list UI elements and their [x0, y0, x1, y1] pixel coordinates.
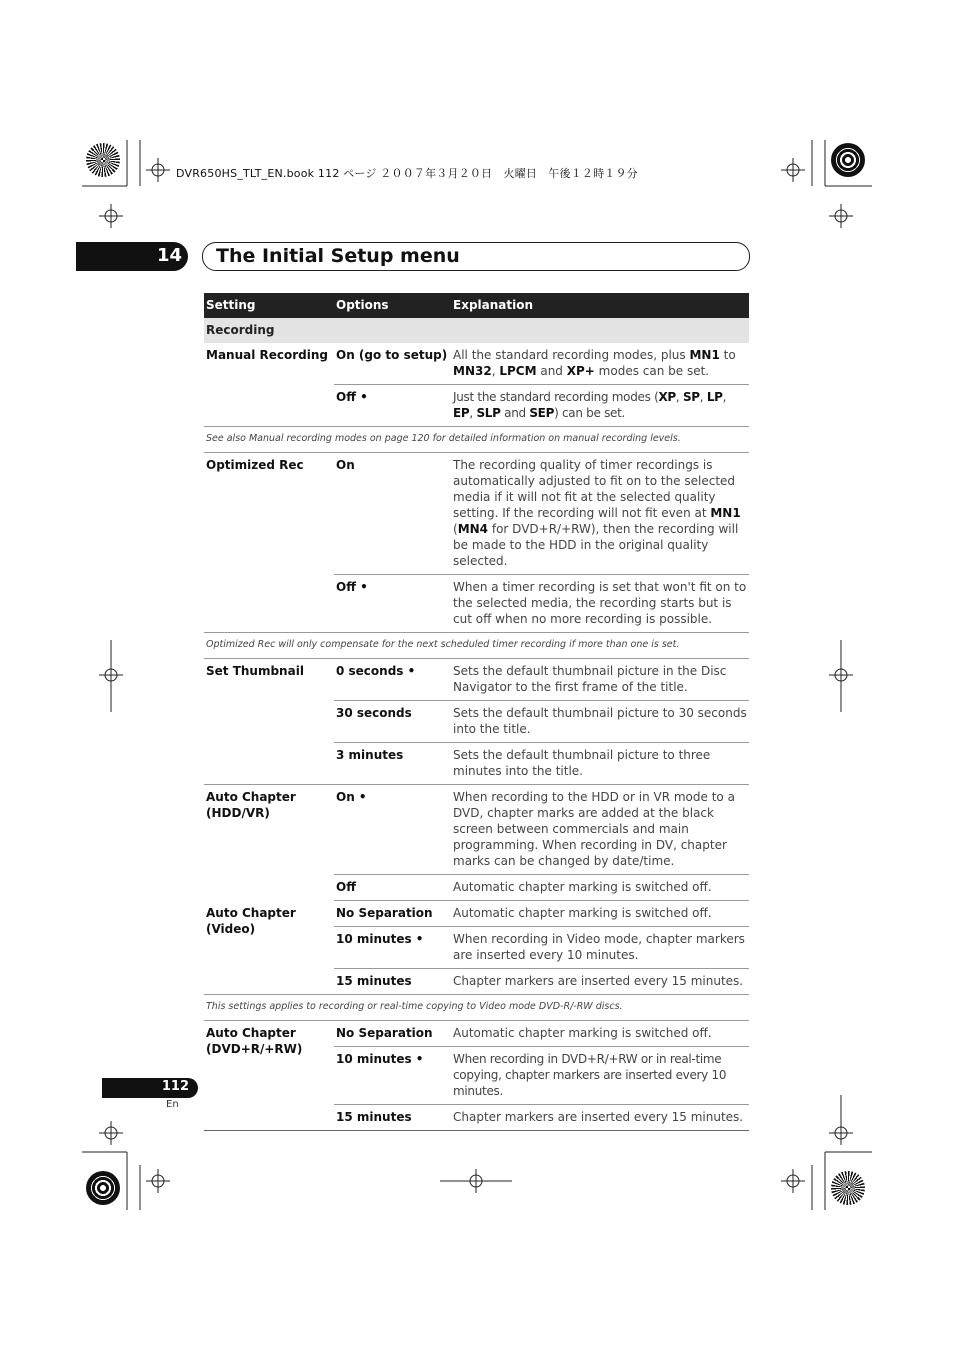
option-cell: 30 seconds	[334, 701, 451, 743]
header-setting: Setting	[204, 293, 334, 318]
note-text: See also Manual recording modes on page 120 for detailed information on manual recording levels.	[204, 427, 749, 453]
explanation-cell: Chapter markers are inserted every 15 minutes.	[451, 969, 749, 995]
explanation-cell: Just the standard recording modes (XP, SP, LP, EP, SLP and SEP) can be set.	[451, 385, 749, 427]
explanation-cell: Sets the default thumbnail picture to 30 seconds into the title.	[451, 701, 749, 743]
note-row	[204, 995, 749, 1021]
setting-auto-chapter-hdd: Auto Chapter (HDD/VR)	[204, 785, 334, 901]
explanation-cell: Automatic chapter marking is switched off.	[451, 901, 749, 927]
note-text: This settings applies to recording or real-time copying to Video mode DVD-R/-RW discs.	[204, 995, 749, 1021]
option-cell: On (go to setup)	[334, 343, 451, 385]
chapter-tab	[76, 242, 188, 271]
explanation-cell: When recording in DVD+R/+RW or in real-time copying, chapter markers are inserted every 10 minutes.	[451, 1047, 749, 1105]
explanation-cell: When recording in Video mode, chapter markers are inserted every 10 minutes.	[451, 927, 749, 969]
setting-auto-chapter-video: Auto Chapter (Video)	[204, 901, 334, 995]
option-cell: 10 minutes •	[334, 1047, 451, 1105]
table-row	[204, 901, 749, 927]
table-header-row	[204, 293, 749, 318]
option-cell: On	[334, 453, 451, 575]
option-cell: Off •	[334, 575, 451, 633]
table-row	[204, 785, 749, 875]
note-text: Optimized Rec will only compensate for the next scheduled timer recording if more than one is set.	[204, 633, 749, 659]
option-cell: No Separation	[334, 1021, 451, 1047]
explanation-cell: Sets the default thumbnail picture in the Disc Navigator to the first frame of the title.	[451, 659, 749, 701]
page-title: The Initial Setup menu	[216, 245, 460, 267]
page-number: 112	[161, 1079, 189, 1094]
header-explanation: Explanation	[451, 293, 749, 318]
table-row	[204, 1021, 749, 1047]
option-cell: 15 minutes	[334, 969, 451, 995]
chapter-number: 14	[156, 245, 182, 266]
option-cell: 15 minutes	[334, 1105, 451, 1131]
explanation-cell: The recording quality of timer recordings is automatically adjusted to fit on to the selected media if it will not fit at the selected quality setting. If the recording will not fit even at MN1 (MN4 for DVD+R/+RW), then the recording will be made to the HDD in the original quality selected.	[451, 453, 749, 575]
explanation-cell: Automatic chapter marking is switched off.	[451, 875, 749, 901]
option-cell: On •	[334, 785, 451, 875]
explanation-cell: All the standard recording modes, plus MN1 to MN32, LPCM and XP+ modes can be set.	[451, 343, 749, 385]
option-cell: 10 minutes •	[334, 927, 451, 969]
table-row	[204, 453, 749, 575]
page-number-tab	[102, 1078, 198, 1098]
section-row	[204, 318, 749, 343]
table-row	[204, 343, 749, 385]
book-header: DVR650HS_TLT_EN.book 112 ページ ２００７年３月２０日 火曜日 午後１２時１９分	[176, 167, 638, 180]
option-cell: Off •	[334, 385, 451, 427]
explanation-cell: Sets the default thumbnail picture to three minutes into the title.	[453, 748, 711, 778]
explanation-cell: When recording to the HDD or in VR mode to a DVD, chapter marks are added at the black screen between commercials and main programming. When recording in DV, chapter marks can be changed by date/time.	[451, 785, 749, 875]
option-cell: No Separation	[334, 901, 451, 927]
header-options: Options	[334, 293, 451, 318]
explanation-cell: Automatic chapter marking is switched off.	[451, 1021, 749, 1047]
option-cell: Off	[334, 875, 451, 901]
option-cell: 0 seconds •	[334, 659, 451, 701]
chapter-title-box	[202, 242, 750, 271]
explanation-cell: Chapter markers are inserted every 15 minutes.	[451, 1105, 749, 1131]
note-row	[204, 633, 749, 659]
setup-table	[204, 293, 749, 1131]
setting-optimized-rec: Optimized Rec	[204, 453, 334, 633]
setting-manual-recording: Manual Recording	[204, 343, 334, 427]
section-label: Recording	[204, 318, 749, 343]
table-row	[204, 659, 749, 701]
option-cell: 3 minutes	[336, 748, 404, 762]
language-label: En	[166, 1099, 179, 1110]
setting-auto-chapter-dvd: Auto Chapter (DVD+R/+RW)	[204, 1021, 334, 1131]
note-row	[204, 427, 749, 453]
explanation-cell: When a timer recording is set that won't fit on to the selected media, the recording starts but is cut off when no more recording is possible.	[451, 575, 749, 633]
setting-set-thumbnail: Set Thumbnail	[204, 659, 334, 785]
